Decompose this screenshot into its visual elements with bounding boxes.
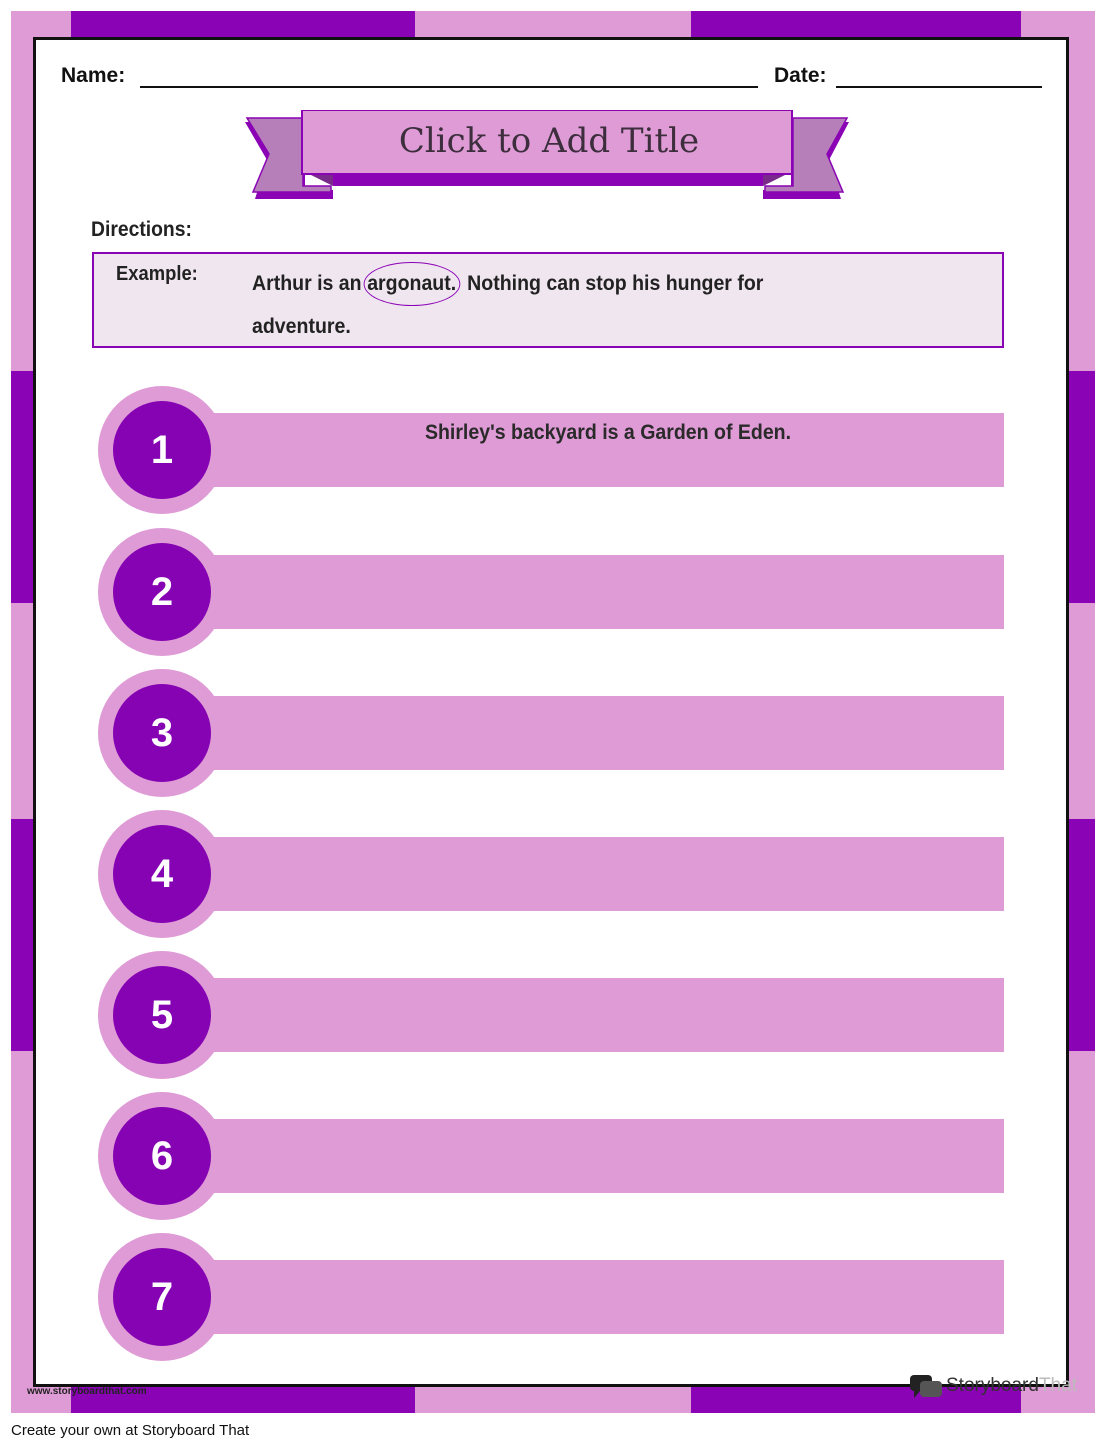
border-stripe [71, 11, 415, 37]
brand-suffix: That [1038, 1375, 1077, 1396]
date-field[interactable] [836, 86, 1042, 88]
answer-bar[interactable] [158, 978, 1004, 1052]
number-badge [98, 386, 226, 514]
list-item [98, 810, 1004, 938]
directions-label: Directions: [91, 218, 192, 241]
example-text-after: Nothing can stop his hunger for adventure. [252, 272, 764, 338]
number-label: 2 [113, 543, 211, 641]
number-label: 1 [113, 401, 211, 499]
number-label: 5 [113, 966, 211, 1064]
circled-word: argonaut. [363, 262, 459, 306]
name-label: Name: [61, 64, 126, 87]
date-label: Date: [774, 64, 827, 87]
number-label: 4 [113, 825, 211, 923]
list-item [98, 1233, 1004, 1361]
list-item [98, 386, 1004, 514]
name-field[interactable] [140, 86, 758, 88]
number-badge [98, 810, 226, 938]
number-label: 3 [113, 684, 211, 782]
border-stripe [11, 371, 33, 603]
border-stripe [1069, 819, 1095, 1051]
list-item [98, 1092, 1004, 1220]
example-box [92, 252, 1004, 348]
create-your-own-link[interactable]: Create your own at Storyboard That [11, 1422, 250, 1439]
worksheet [33, 37, 1069, 1387]
speech-bubble-icon [908, 1373, 944, 1401]
number-badge [98, 669, 226, 797]
title-banner[interactable] [245, 110, 849, 200]
border-stripe [11, 819, 33, 1051]
list-item [98, 669, 1004, 797]
watermark-url: www.storyboardthat.com [27, 1386, 147, 1397]
example-sentence [252, 262, 847, 348]
number-badge [98, 528, 226, 656]
example-text-before: Arthur is an [252, 272, 362, 295]
number-label: 6 [113, 1107, 211, 1205]
list-item [98, 951, 1004, 1079]
answer-bar[interactable] [158, 837, 1004, 911]
brand-main: Storyboard [946, 1375, 1039, 1396]
answer-bar[interactable] [158, 1260, 1004, 1334]
border-stripe [1069, 371, 1095, 603]
answer-bar[interactable] [158, 555, 1004, 629]
border-stripe [691, 11, 1021, 37]
example-label: Example: [116, 263, 198, 285]
page-title[interactable]: Click to Add Title [398, 121, 700, 161]
brand-name [946, 1375, 1077, 1397]
number-badge [98, 1233, 226, 1361]
answer-bar[interactable] [158, 696, 1004, 770]
number-badge [98, 1092, 226, 1220]
number-label: 7 [113, 1248, 211, 1346]
list-item [98, 528, 1004, 656]
number-badge [98, 951, 226, 1079]
item-text[interactable]: Shirley's backyard is a Garden of Eden. [424, 421, 792, 444]
answer-bar[interactable] [158, 1119, 1004, 1193]
